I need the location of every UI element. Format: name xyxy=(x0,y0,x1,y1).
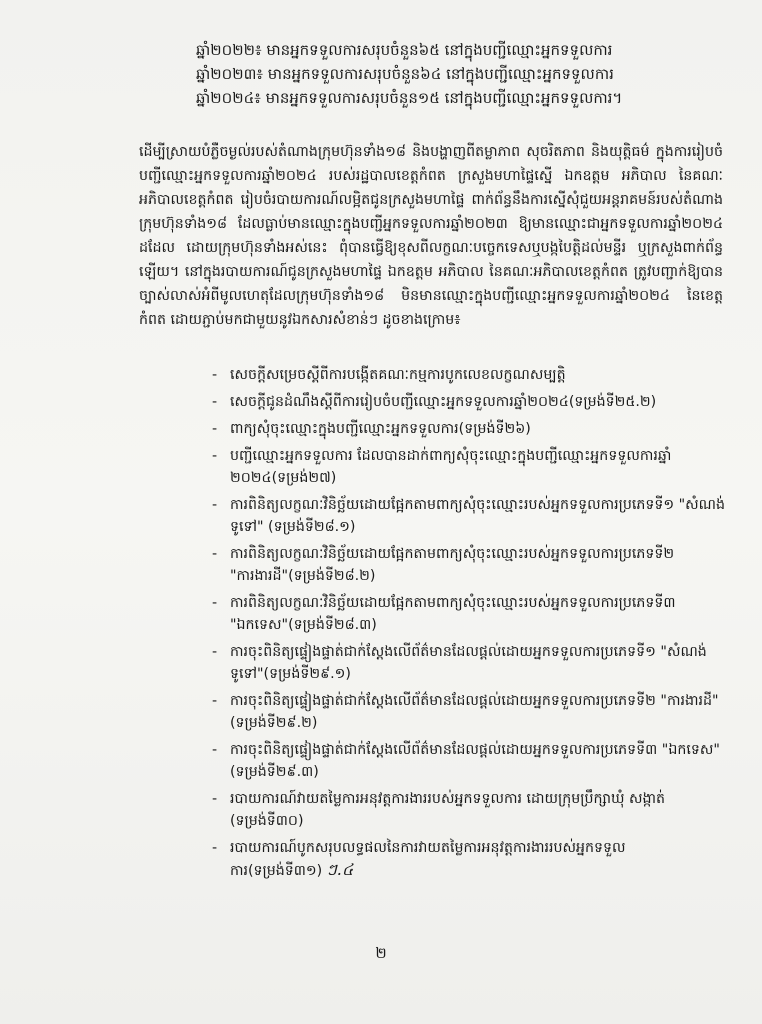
list-dash: - xyxy=(212,421,218,437)
list-item xyxy=(212,445,730,489)
list-item-text: ការពិនិត្យលក្ខណៈវិនិច្ឆ័យដោយផ្អែកតាមពាក្យសុំចុះឈ្មោះរបស់អ្នកទទួលការប្រភេទទី១ "សំណង់ទូទៅ" (ទម្រង់ទី២៨.១) xyxy=(230,497,725,535)
list-item xyxy=(212,592,730,636)
body-paragraph: ដើម្បីស្រាយបំភ្លឺចម្ងល់របស់តំណាងក្រុមហ៊ុនទាំង១៨ និងបង្ហាញពីតម្លាភាព សុចរិតភាព និងយុត្តិធម៌ ក្នុងការរៀបចំបញ្ជីឈ្មោះអ្នកទទួលការឆ្នាំ២០២៤ របស់រដ្ឋបាលខេត្តកំពត ក្រសួងមហាផ្ទៃស្នើ ឯកឧត្តម អភិបាល នៃគណៈអភិបាលខេត្តកំពត រៀបចំរបាយការណ៍លម្អិតជូនក្រសួងមហាផ្ទៃ ពាក់ព័ន្ធនឹងការស្នើសុំជួយអន្តរាគមន៍របស់តំណាងក្រុមហ៊ុនទាំង១៨ ដែលធ្លាប់មានឈ្មោះក្នុងបញ្ជីអ្នកទទួលការឆ្នាំ២០២៣ ឱ្យមានឈ្មោះជាអ្នកទទួលការឆ្នាំ២០២៤ ដដែល ដោយក្រុមហ៊ុនទាំងអស់នេះ ពុំបានធ្វើឱ្យខុសពីលក្ខណៈបច្ចេកទេសឬបង្កបៃត្តិដល់មន្ទីរ ឬក្រសួងពាក់ព័ន្ធឡើយ។ នៅក្នុងរបាយការណ៍ជូនក្រសួងមហាផ្ទៃ ឯកឧត្តម អភិបាល នៃគណៈអភិបាលខេត្តកំពត ត្រូវបញ្ជាក់ឱ្យបានច្បាស់លាស់អំពីមូលហេតុដែលក្រុមហ៊ុនទាំង១៨ មិនមានឈ្មោះក្នុងបញ្ជីឈ្មោះអ្នកទទួលការឆ្នាំ២០២៤ នៃខេត្តកំពត ដោយភ្ជាប់មកជាមួយនូវឯកសារសំខាន់ៗ ដូចខាងក្រោម៖ xyxy=(139,144,723,328)
list-dash: - xyxy=(212,840,218,856)
list-dash: - xyxy=(212,644,218,660)
list-dash: - xyxy=(212,497,218,513)
list-item xyxy=(212,788,730,832)
list-item xyxy=(212,391,730,413)
handwritten-mark: ៗ.៤ xyxy=(326,860,354,879)
year-line-2024: ឆ្នាំ២០២៤៖ មានអ្នកទទួលការសរុបចំនួន១៥ នៅក្នុងបញ្ជីឈ្មោះអ្នកទទួលការ។ xyxy=(196,89,623,107)
page-number: ២ xyxy=(375,944,387,962)
list-dash: - xyxy=(212,394,218,410)
attachment-list xyxy=(212,364,730,887)
list-dash: - xyxy=(212,546,218,562)
list-dash: - xyxy=(212,367,218,383)
list-item-text: សេចក្តីជូនដំណឹងស្តីពីការរៀបចំបញ្ជីឈ្មោះអ្នកទទួលការឆ្នាំ២០២៤(ទម្រង់ទី២៥.២) xyxy=(230,394,657,410)
list-item-text: ការពិនិត្យលក្ខណៈវិនិច្ឆ័យដោយផ្អែកតាមពាក្យសុំចុះឈ្មោះរបស់អ្នកទទួលការប្រភេទទី៣ "ឯកទេស"(ទម្រង់ទី២៨.៣) xyxy=(230,595,676,633)
list-item-text: របាយការណ៍បូកសរុបលទ្ធផលនៃការវាយតម្លៃការអនុវត្តការងាររបស់អ្នកទទួលការ(ទម្រង់ទី៣១) xyxy=(230,840,626,879)
list-item-text: ការចុះពិនិត្យផ្ទៀងផ្ទាត់ជាក់ស្តែងលើព័ត៌មានដែលផ្តល់ដោយអ្នកទទួលការប្រភេទទី៣ "ឯកទេស"(ទម្រង់ទី២៩.៣) xyxy=(230,742,720,780)
list-item-text: ពាក្យសុំចុះឈ្មោះក្នុងបញ្ជីឈ្មោះអ្នកទទួលការ(ទម្រង់ទី២៦) xyxy=(230,421,531,437)
year-summary xyxy=(196,38,716,110)
list-dash: - xyxy=(212,693,218,709)
list-dash: - xyxy=(212,742,218,758)
list-item-text: ការចុះពិនិត្យផ្ទៀងផ្ទាត់ជាក់ស្តែងលើព័ត៌មានដែលផ្តល់ដោយអ្នកទទួលការប្រភេទទី១ "សំណង់ទូទៅ"(ទម្រង់ទី២៩.១) xyxy=(230,644,707,682)
list-dash: - xyxy=(212,448,218,464)
list-item-text: សេចក្តីសម្រេចស្តីពីការបង្កើតគណៈកម្មការបូកលេខលក្ខណសម្បត្តិ xyxy=(230,367,566,383)
list-item xyxy=(212,364,730,386)
list-item-text: ការពិនិត្យលក្ខណៈវិនិច្ឆ័យដោយផ្អែកតាមពាក្យសុំចុះឈ្មោះរបស់អ្នកទទួលការប្រភេទទី២ "ការងារដី"(ទម្រង់ទី២៨.២) xyxy=(230,546,675,584)
year-line-2023: ឆ្នាំ២០២៣៖ មានអ្នកទទួលការសរុបចំនួន៦៤ នៅក្នុងបញ្ជីឈ្មោះអ្នកទទួលការ xyxy=(196,65,614,83)
list-item xyxy=(212,690,730,734)
list-item-text: របាយការណ៍វាយតម្លៃការអនុវត្តការងាររបស់អ្នកទទួលការ ដោយក្រុមប្រឹក្សាឃុំ សង្កាត់ (ទម្រង់ទី៣០) xyxy=(230,791,666,829)
list-item-text: ការចុះពិនិត្យផ្ទៀងផ្ទាត់ជាក់ស្តែងលើព័ត៌មានដែលផ្តល់ដោយអ្នកទទួលការប្រភេទទី២ "ការងារដី"(ទម្រង់ទី២៩.២) xyxy=(230,693,719,731)
list-item xyxy=(212,641,730,685)
list-item xyxy=(212,837,730,882)
list-item-text: បញ្ជីឈ្មោះអ្នកទទួលការ ដែលបានដាក់ពាក្យសុំចុះឈ្មោះក្នុងបញ្ជីឈ្មោះអ្នកទទួលការឆ្នាំ ២០២៤(ទម្រង់២៧) xyxy=(230,448,672,486)
list-item xyxy=(212,739,730,783)
list-dash: - xyxy=(212,595,218,611)
list-item xyxy=(212,418,730,440)
list-item xyxy=(212,494,730,538)
list-dash: - xyxy=(212,791,218,807)
year-line-2022: ឆ្នាំ២០២២៖ មានអ្នកទទួលការសរុបចំនួន៦៥ នៅក្នុងបញ្ជីឈ្មោះអ្នកទទួលការ xyxy=(196,41,613,59)
list-item xyxy=(212,543,730,587)
